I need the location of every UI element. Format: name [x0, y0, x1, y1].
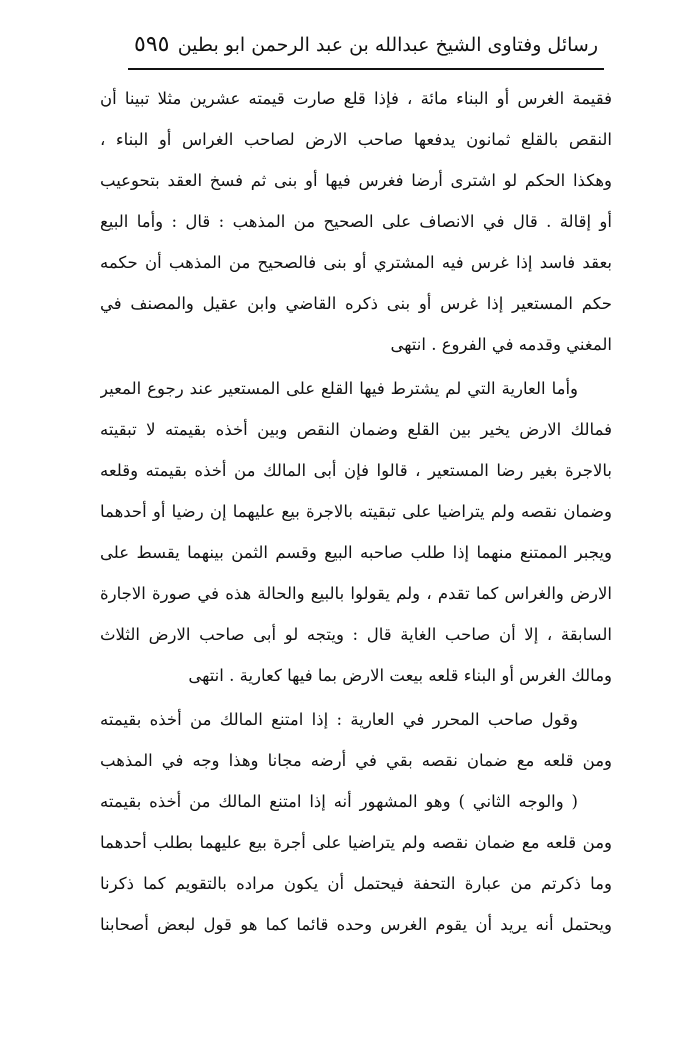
text-line: فمالك الارض يخير بين القلع وضمان النقص وبين أخذه بقيمته لا تبقيته — [100, 420, 612, 439]
running-title: رسائل وفتاوى الشيخ عبدالله بن عبد الرحمن ابو بطين — [177, 34, 598, 56]
text-line: بعقد فاسد إذا غرس فيه المشتري أو بنى فالصحيح من المذهب أن حكمه — [100, 253, 612, 272]
text-line: ومن قلعه مع ضمان نقصه بقي في أرضه مجانا وهذا وجه في المذهب — [100, 751, 612, 770]
text-line: أو إقالة . قال في الانصاف على الصحيح من المذهب : قال : وأما البيع — [100, 212, 612, 231]
body-text — [100, 78, 612, 945]
header-rule — [128, 68, 604, 70]
text-line: وهكذا الحكم لو اشترى أرضا فغرس فيها أو بنى ثم فسخ العقد بتحوعيب — [100, 171, 612, 190]
text-line: السابقة ، إلا أن صاحب الغاية قال : ويتجه لو أبى صاحب الارض الثلاث — [100, 625, 612, 644]
text-line: ويجبر الممتنع منهما إذا طلب صاحبه البيع وقسم الثمن بينهما يقسط على — [100, 543, 612, 562]
text-line: ويحتمل أنه يريد أن يقوم الغرس وحده قائما كما هو قول لبعض أصحابنا — [100, 915, 612, 934]
page-number: ٥٩٥ — [134, 32, 170, 57]
text-line: وما ذكرتم من عبارة التحفة فيحتمل أن يكون مراده بالتقويم كما ذكرنا — [100, 874, 612, 893]
text-line: حكم المستعير إذا غرس أو بنى ذكره القاضي وابن عقيل والمصنف في — [100, 294, 612, 313]
text-line: فقيمة الغرس أو البناء مائة ، فإذا قلع صارت قيمته عشرين مثلا تبينا أن — [100, 89, 612, 108]
text-line: الارض والغراس كما تقدم ، ولم يقولوا بالبيع والحالة هذه في صورة الاجارة — [100, 584, 612, 603]
text-line: ومالك الغرس أو البناء قلعه بيعت الارض بما فيها كعارية . انتهى — [188, 666, 612, 685]
text-line: وضمان نقصه ولم يتراضيا على تبقيته بالاجرة بيع عليهما إن رضيا أو أحدهما — [100, 502, 612, 521]
paragraph-start-line: ( والوجه الثاني ) وهو المشهور أنه إذا امتنع المالك من أخذه بقيمته — [100, 792, 578, 811]
text-line: المغني وقدمه في الفروع . انتهى — [390, 335, 612, 354]
paragraph-start-line: وقول صاحب المحرر في العارية : إذا امتنع المالك من أخذه بقيمته — [100, 710, 578, 729]
text-line: النقص بالقلع ثمانون يدفعها صاحب الارض لصاحب الغراس أو البناء ، — [100, 130, 612, 149]
paragraph-start-line: وأما العارية التي لم يشترط فيها القلع على المستعير عند رجوع المعير — [100, 379, 578, 398]
text-line: بالاجرة بغير رضا المستعير ، قالوا فإن أبى المالك من أخذه بقيمته وقلعه — [100, 461, 612, 480]
page-header — [128, 28, 598, 68]
text-line: ومن قلعه مع ضمان نقصه ولم يتراضيا على أجرة بيع عليهما بطلب أحدهما — [100, 833, 612, 852]
